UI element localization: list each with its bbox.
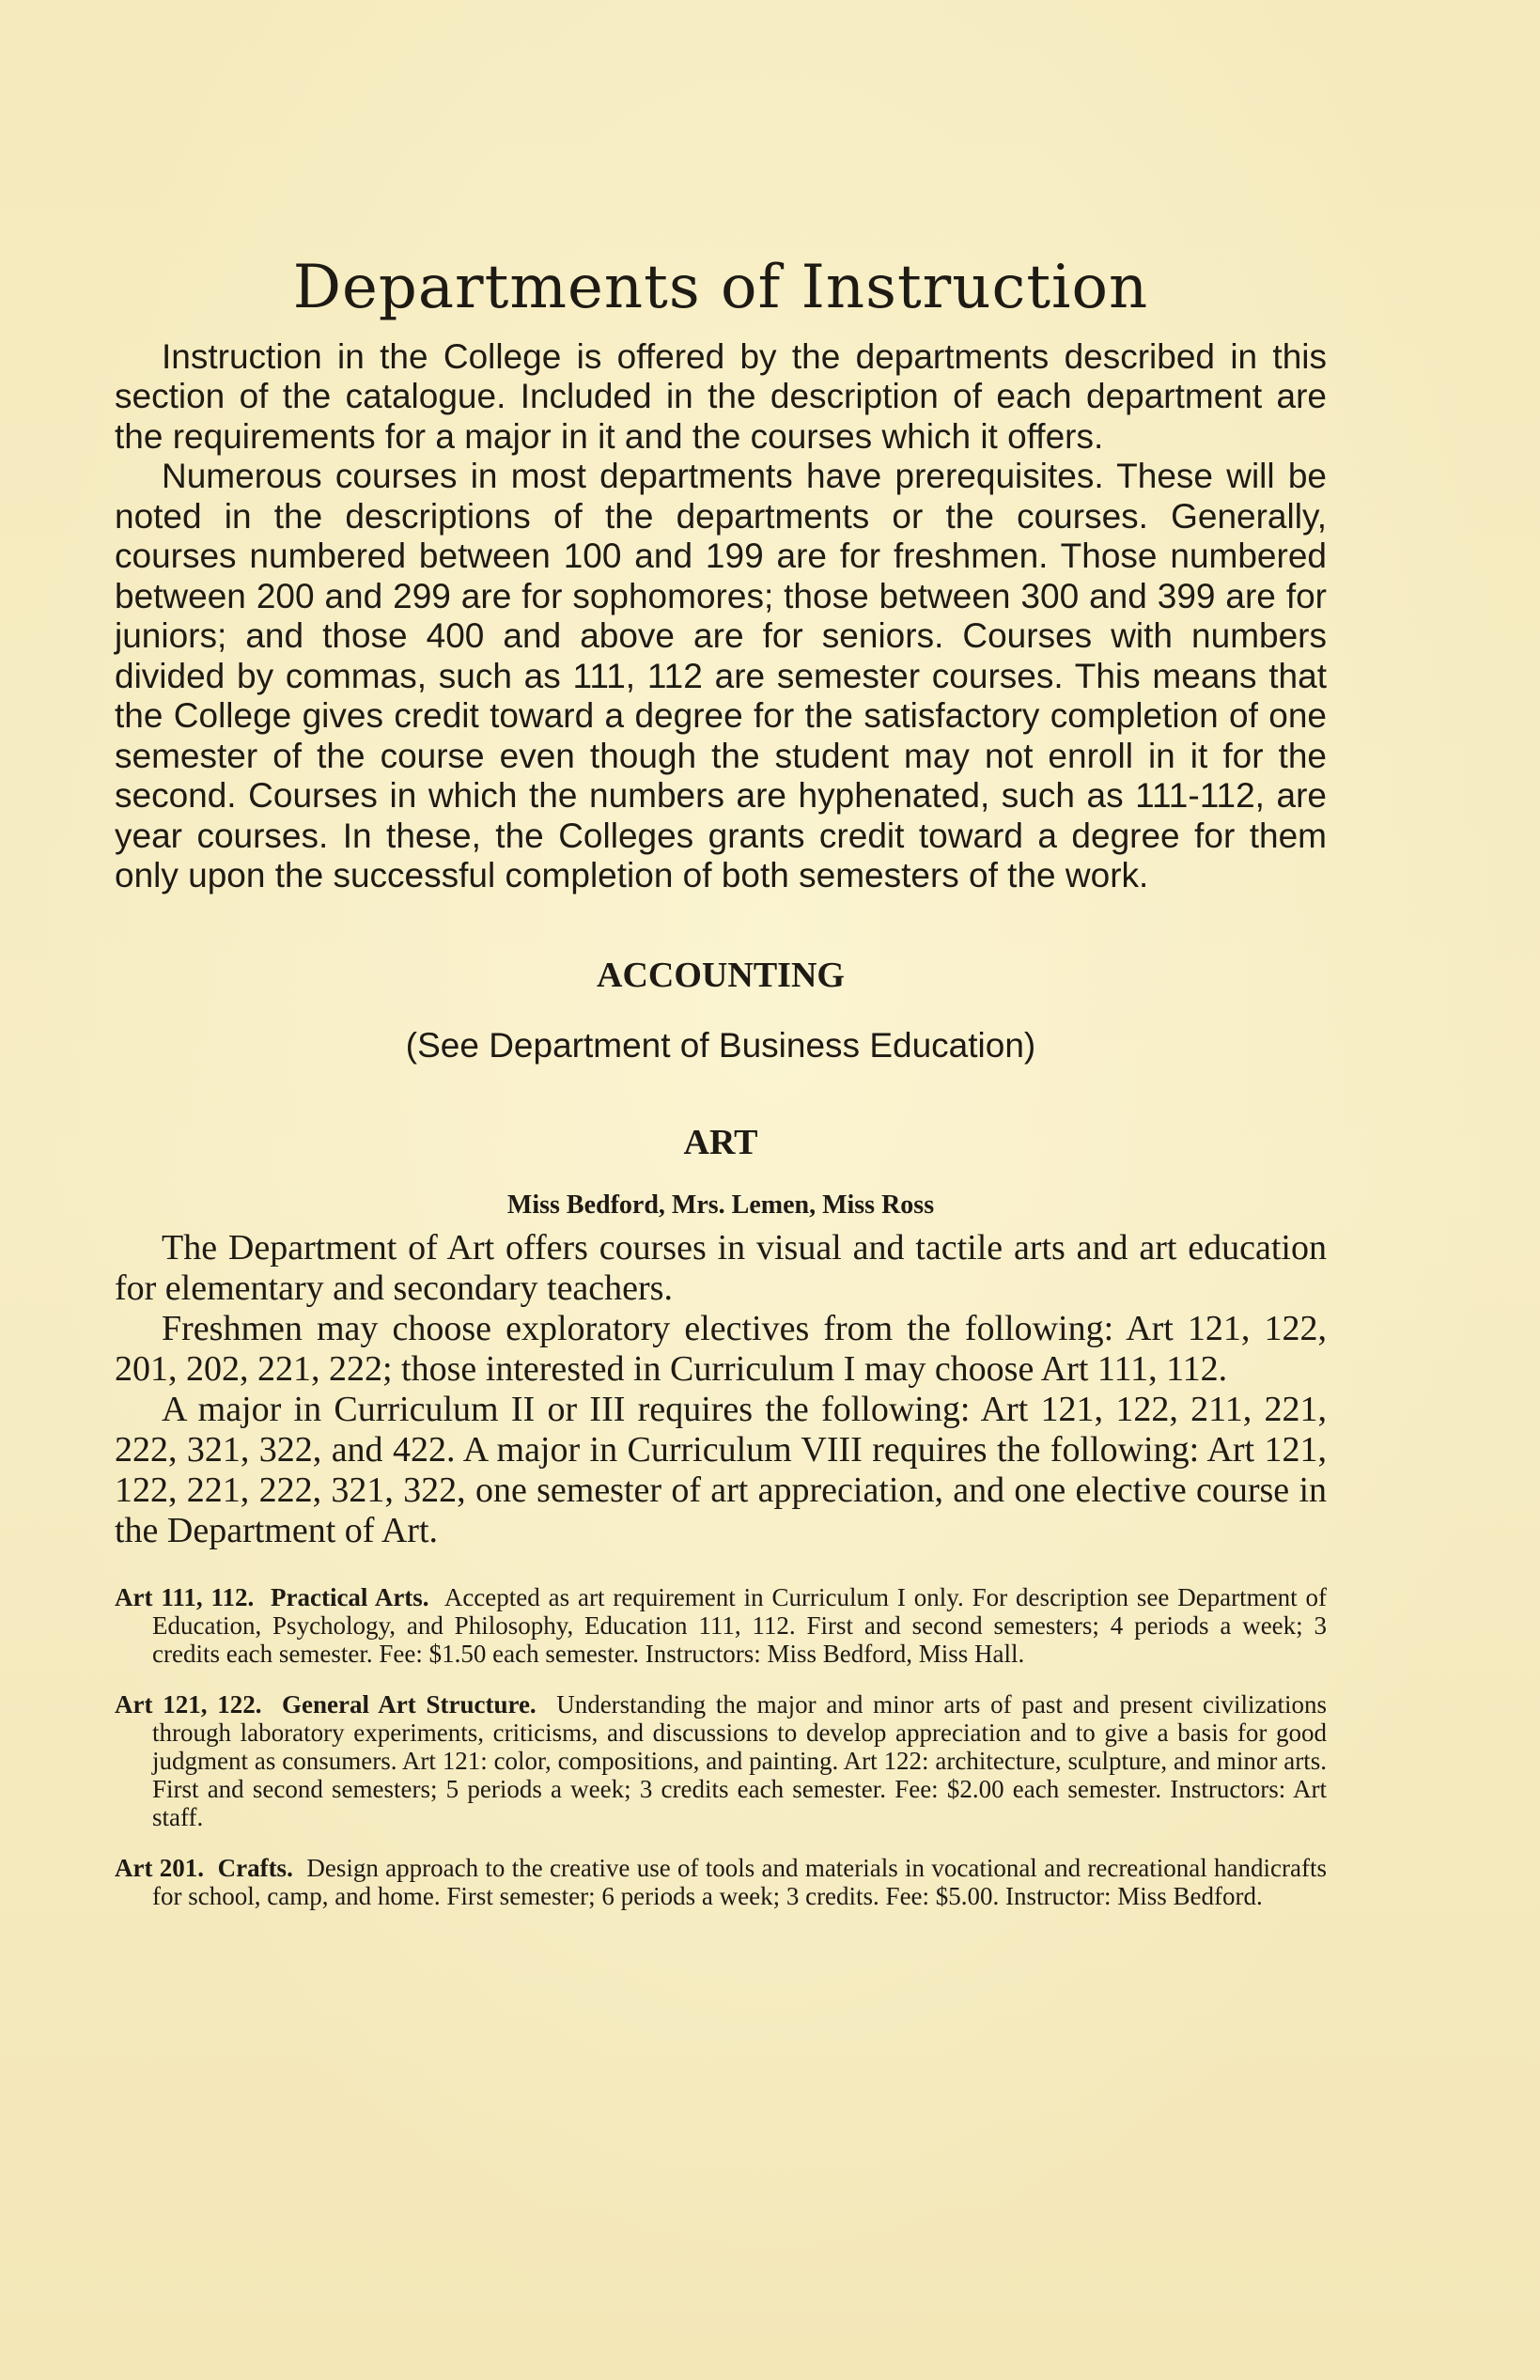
page-title: Departments of Instruction <box>292 253 1149 322</box>
course-title: Crafts. <box>217 1854 293 1883</box>
course-title: Practical Arts. <box>271 1583 429 1612</box>
course-number: Art 121, 122. <box>115 1690 262 1719</box>
course-list <box>115 1583 1327 1910</box>
course-description: Accepted as art requirement in Curriculum I only. For description see Department of Education, Psychology, and Philosophy, Education 111, 112. First and second semesters; 4 periods a week; 3 credits each semester. Fee: $1.50 each semester. Instructors: Miss Bedford, Miss Hall. <box>152 1583 1328 1669</box>
course-title: General Art Structure. <box>282 1690 537 1719</box>
course-entry <box>115 1854 1327 1910</box>
intro-section <box>115 337 1327 896</box>
art-paragraph: Freshmen may choose exploratory electives from the following: Art 121, 122, 201, 202, 221, 222; those interested in Curriculum I may choose Art 111, 112. <box>115 1309 1327 1390</box>
course-entry <box>115 1583 1327 1668</box>
course-description: Design approach to the creative use of tools and materials in vocational and recreational handicrafts for school, camp, and home. First semester; 6 periods a week; 3 credits. Fee: $5.00. Instructor: Miss Bedford. <box>152 1854 1327 1911</box>
course-number: Art 111, 112. <box>115 1583 255 1612</box>
accounting-note: (See Department of Business Education) <box>405 1026 1036 1066</box>
course-description: Understanding the major and minor arts of past and present civilizations through laboratory experiments, criticisms, and discussions to develop appreciation and to give a basis for good judgment as consumers. Art 121: color, compositions, and painting. Art 122: architecture, sculpture, and minor arts. First and second semesters; 5 periods a week; 3 credits each semester. Fee: $2.00 each semester. Instructors: Art staff. <box>152 1690 1328 1832</box>
course-entry <box>115 1690 1327 1831</box>
art-heading: ART <box>683 1122 758 1162</box>
intro-paragraph: Numerous courses in most departments have prerequisites. These will be noted in the descriptions of the departments or the courses. Generally, courses numbered between 100 and 199 are for freshmen. Those numbered between 200 and 299 are for sophomores; those between 300 and 399 are for juniors; and those 400 and above are for seniors. Courses with numbers divided by commas, such as 111, 112 are semester courses. This means that the College gives credit toward a degree for the satisfactory completion of one semester of the course even though the student may not enroll in it for the second. Courses in which the numbers are hyphenated, such as 111-112, are year courses. In these, the Colleges grants credit toward a degree for them only upon the successful completion of both semesters of the work. <box>115 457 1327 895</box>
art-paragraph: The Department of Art offers courses in visual and tactile arts and art education for elementary and secondary teachers. <box>115 1228 1327 1309</box>
course-number: Art 201. <box>115 1854 205 1883</box>
art-paragraph: A major in Curriculum II or III requires the following: Art 121, 122, 211, 221, 222, 321, 322, and 422. A major in Curriculum VIII requires the following: Art 121, 122, 221, 222, 321, 322, one semester of art appreciation, and one elective course in the Department of Art. <box>115 1390 1327 1551</box>
accounting-heading: ACCOUNTING <box>597 955 845 995</box>
art-faculty: Miss Bedford, Mrs. Lemen, Miss Ross <box>506 1190 935 1221</box>
intro-paragraph: Instruction in the College is offered by the departments described in this section of the catalogue. Included in the description of each department are the requirements for a major in it and the courses which it offers. <box>115 336 1327 456</box>
page-content <box>115 252 1327 1910</box>
art-description <box>115 1228 1327 1551</box>
